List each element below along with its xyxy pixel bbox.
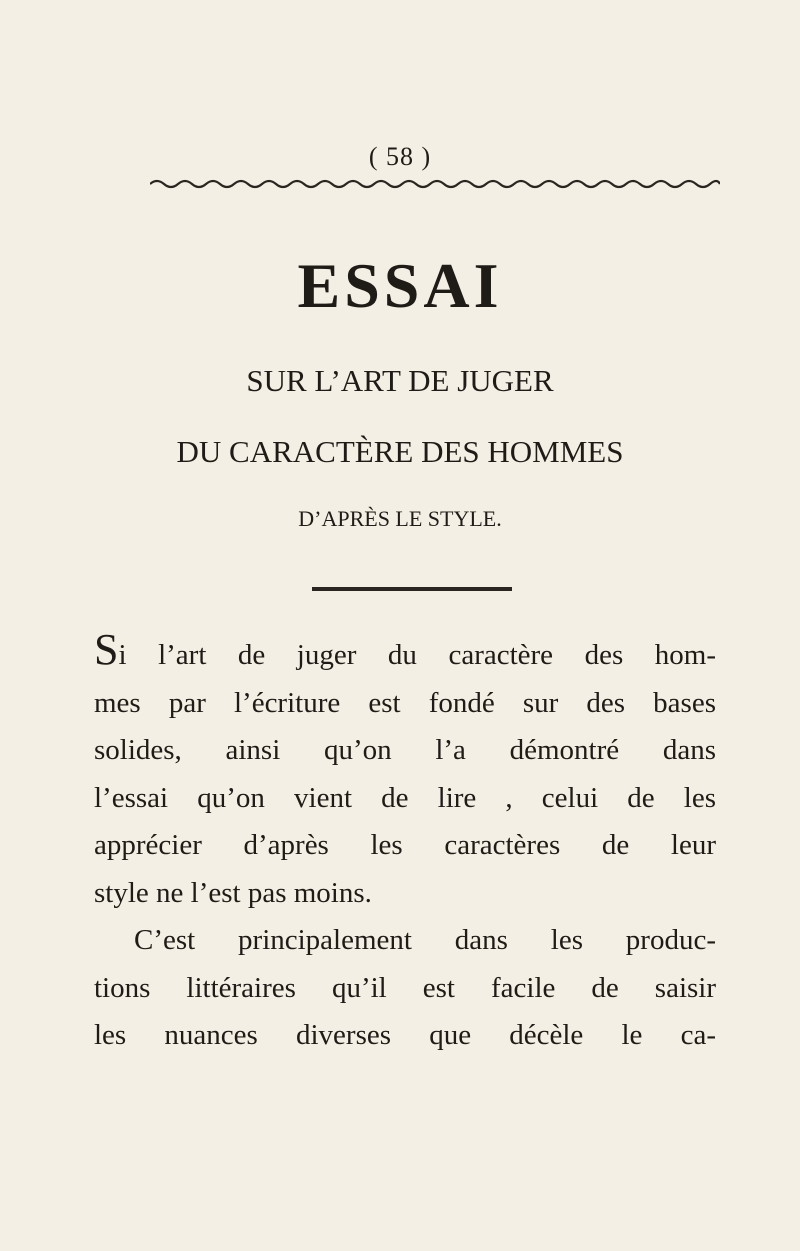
text-line: apprécier d’après les caractères de leur [94,829,716,861]
subtitle-line-2: DU CARACTÈRE DES HOMMES [176,434,624,469]
text-line: C’est principalement dans les produc- [134,924,716,956]
text-line: mes par l’écriture est fondé sur des bases [94,686,716,719]
section-divider [312,587,512,591]
text-line [94,625,716,680]
text-line: les nuances diverses que décèle le ca- [94,1019,716,1051]
text-line: tions littéraires qu’il est facile de saisir [94,971,716,1004]
ornamental-rule [150,176,720,192]
text-line: style ne l’est pas moins. [94,876,372,909]
subtitle-line-1: SUR L’ART DE JUGER [246,363,554,398]
text-line-content: i l’art de juger du caractère des hom- [118,639,716,671]
text-line: l’essai qu’on vient de lire , celui de les [94,781,716,814]
subtitle-line-3: D’APRÈS LE STYLE. [298,506,502,531]
drop-cap: S [94,625,119,674]
page-number: ( 58 ) [368,142,432,171]
essay-title: ESSAI [297,250,503,321]
body-paragraphs [94,625,716,1060]
text-line: solides, ainsi qu’on l’a démontré dans [94,734,716,766]
